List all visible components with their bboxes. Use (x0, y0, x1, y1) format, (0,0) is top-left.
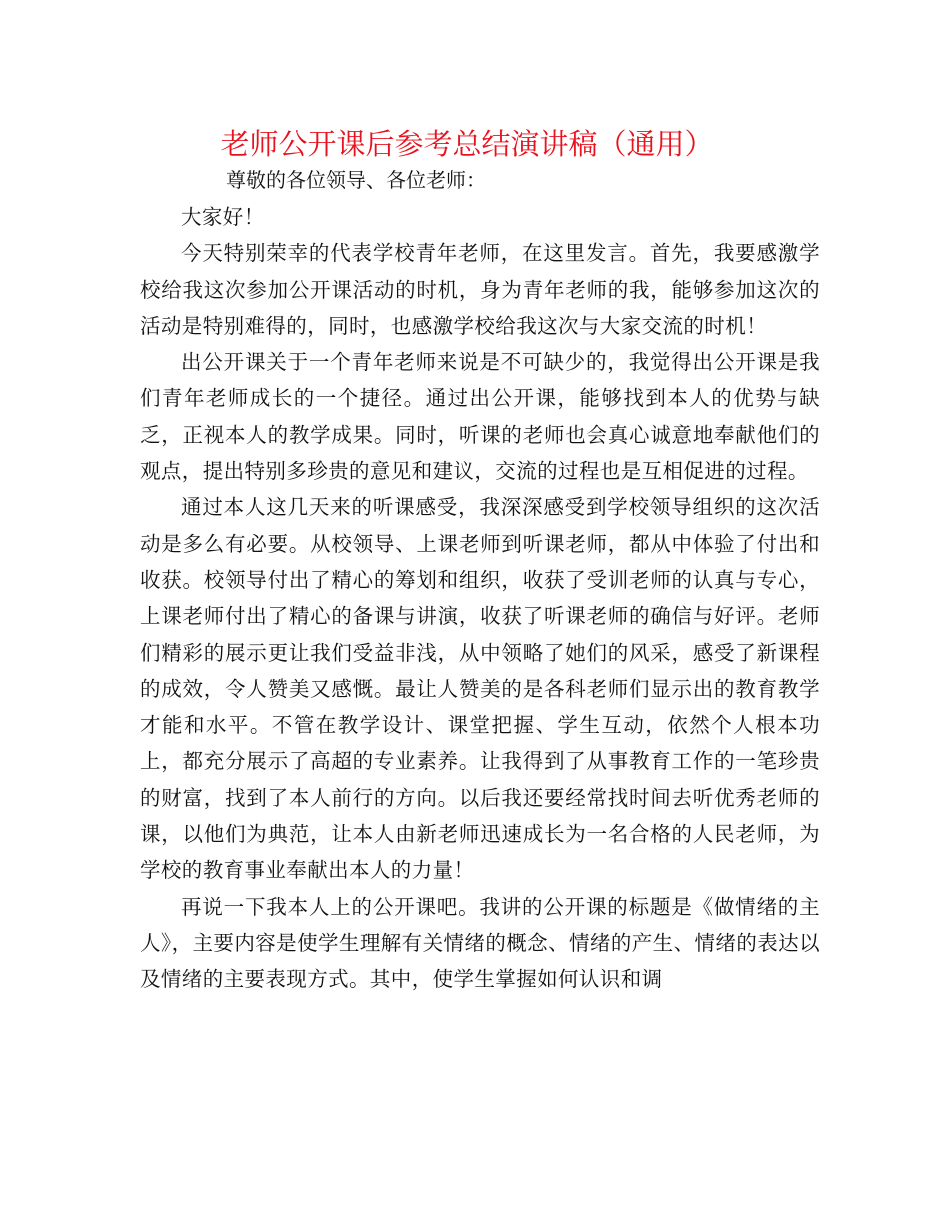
document-title: 老师公开课后参考总结演讲稿（通用） (220, 127, 714, 161)
paragraph-observation: 通过本人这几天来的听课感受，我深深感受到学校领导组织的这次活动是多么有必要。从校领导、上课老师到听课老师，都从中体验了付出和收获。校领导付出了精心的筹划和组织，收获了受训老师的认真与专心，上课老师付出了精心的备课与讲演，收获了听课老师的确信与好评。老师们精彩的展示更让我们受益非浅，从中领略了她们的风采，感受了新课程的成效，令人赞美又感慨。最让人赞美的是各科老师们显示出的教育教学才能和水平。不管在教学设计、课堂把握、学生互动，依然个人根本功上，都充分展示了高超的专业素养。让我得到了从事教育工作的一笔珍贵的财富，找到了本人前行的方向。以后我还要经常找时间去听优秀老师的课，以他们为典范，让本人由新老师迅速成长为一名合格的人民老师，为学校的教育事业奉献出本人的力量！ (140, 495, 820, 883)
paragraph-open-class-value: 出公开课关于一个青年老师来说是不可缺少的，我觉得出公开课是我们青年老师成长的一个捷径。通过出公开课，能够找到本人的优势与缺乏，正视本人的教学成果。同时，听课的老师也会真心诚意地奉献他们的观点，提出特别多珍贵的意见和建议，交流的过程也是互相促进的过程。 (140, 350, 820, 484)
paragraph-opening: 大家好！ (181, 205, 265, 229)
document-body (140, 199, 820, 998)
greeting-line: 尊敬的各位领导、各位老师： (226, 168, 486, 192)
paragraph-thanks: 今天特别荣幸的代表学校青年老师，在这里发言。首先，我要感激学校给我这次参加公开课活动的时机，身为青年老师的我，能够参加这次的活动是特别难得的，同时，也感激学校给我这次与大家交流的时机！ (140, 241, 820, 338)
paragraph-own-class: 再说一下我本人上的公开课吧。我讲的公开课的标题是《做情绪的主人》，主要内容是使学生理解有关情绪的概念、情绪的产生、情绪的表达以及情绪的主要表现方式。其中，使学生掌握如何认识和调 (140, 894, 820, 992)
